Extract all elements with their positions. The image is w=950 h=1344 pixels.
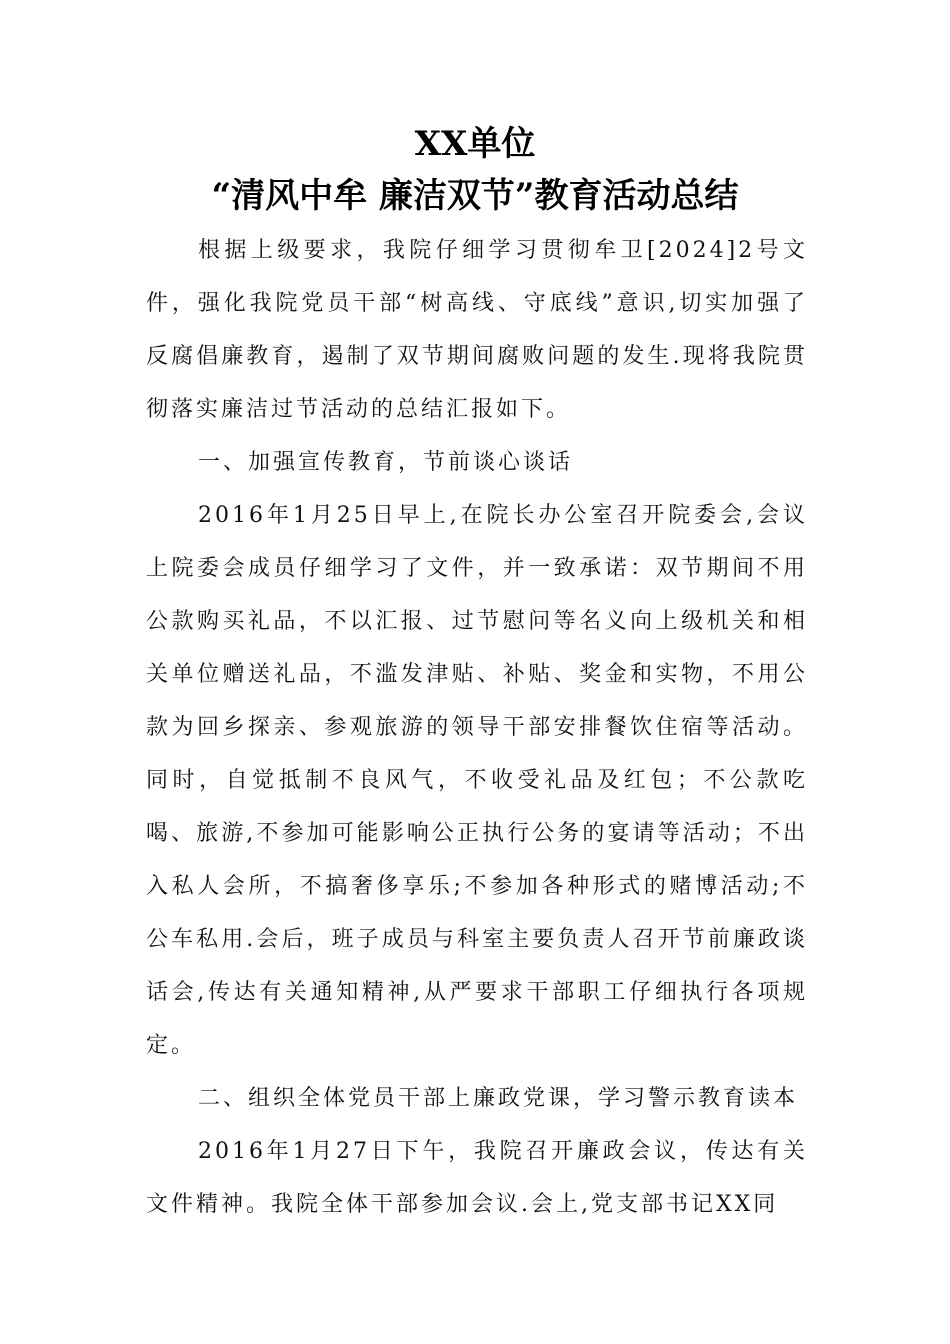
title-main: “清风中牟 廉洁双节”教育活动总结 <box>211 176 739 216</box>
paragraph-intro: 根据上级要求，我院仔细学习贯彻牟卫[2024]2号文件，强化我院党员干部“树高线、守底线”意识,切实加强了反腐倡廉教育，遏制了双节期间腐败问题的发生.现将我院贯彻落实廉洁过节活动的总结汇报如下。 <box>146 238 808 422</box>
document-title <box>0 118 950 222</box>
document-body <box>146 224 808 1231</box>
paragraph-section-1: 2016年1月25日早上,在院长办公室召开院委会,会议上院委会成员仔细学习了文件，并一致承诺：双节期间不用公款购买礼品，不以汇报、过节慰问等名义向上级机关和相关单位赠送礼品，不滥发津贴、补贴、奖金和实物，不用公款为回乡探亲、参观旅游的领导干部安排餐饮住宿等活动。同时，自觉抵制不良风气，不收受礼品及红包；不公款吃喝、旅游,不参加可能影响公正执行公务的宴请等活动；不出入私人会所，不搞奢侈享乐;不参加各种形式的赌博活动;不公车私用.会后，班子成员与科室主要负责人召开节前廉政谈话会,传达有关通知精神,从严要求干部职工仔细执行各项规定。 <box>146 503 808 1058</box>
section-heading-2: 二、组织全体党员干部上廉政党课，学习警示教育读本 <box>198 1086 799 1111</box>
section-heading-1: 一、加强宣传教育，节前谈心谈话 <box>198 450 574 475</box>
paragraph-section-2: 2016年1月27日下午，我院召开廉政会议，传达有关文件精神。我院全体干部参加会议.会上,党支部书记XX同 <box>146 1139 808 1217</box>
title-unit: XX单位 <box>414 124 536 164</box>
